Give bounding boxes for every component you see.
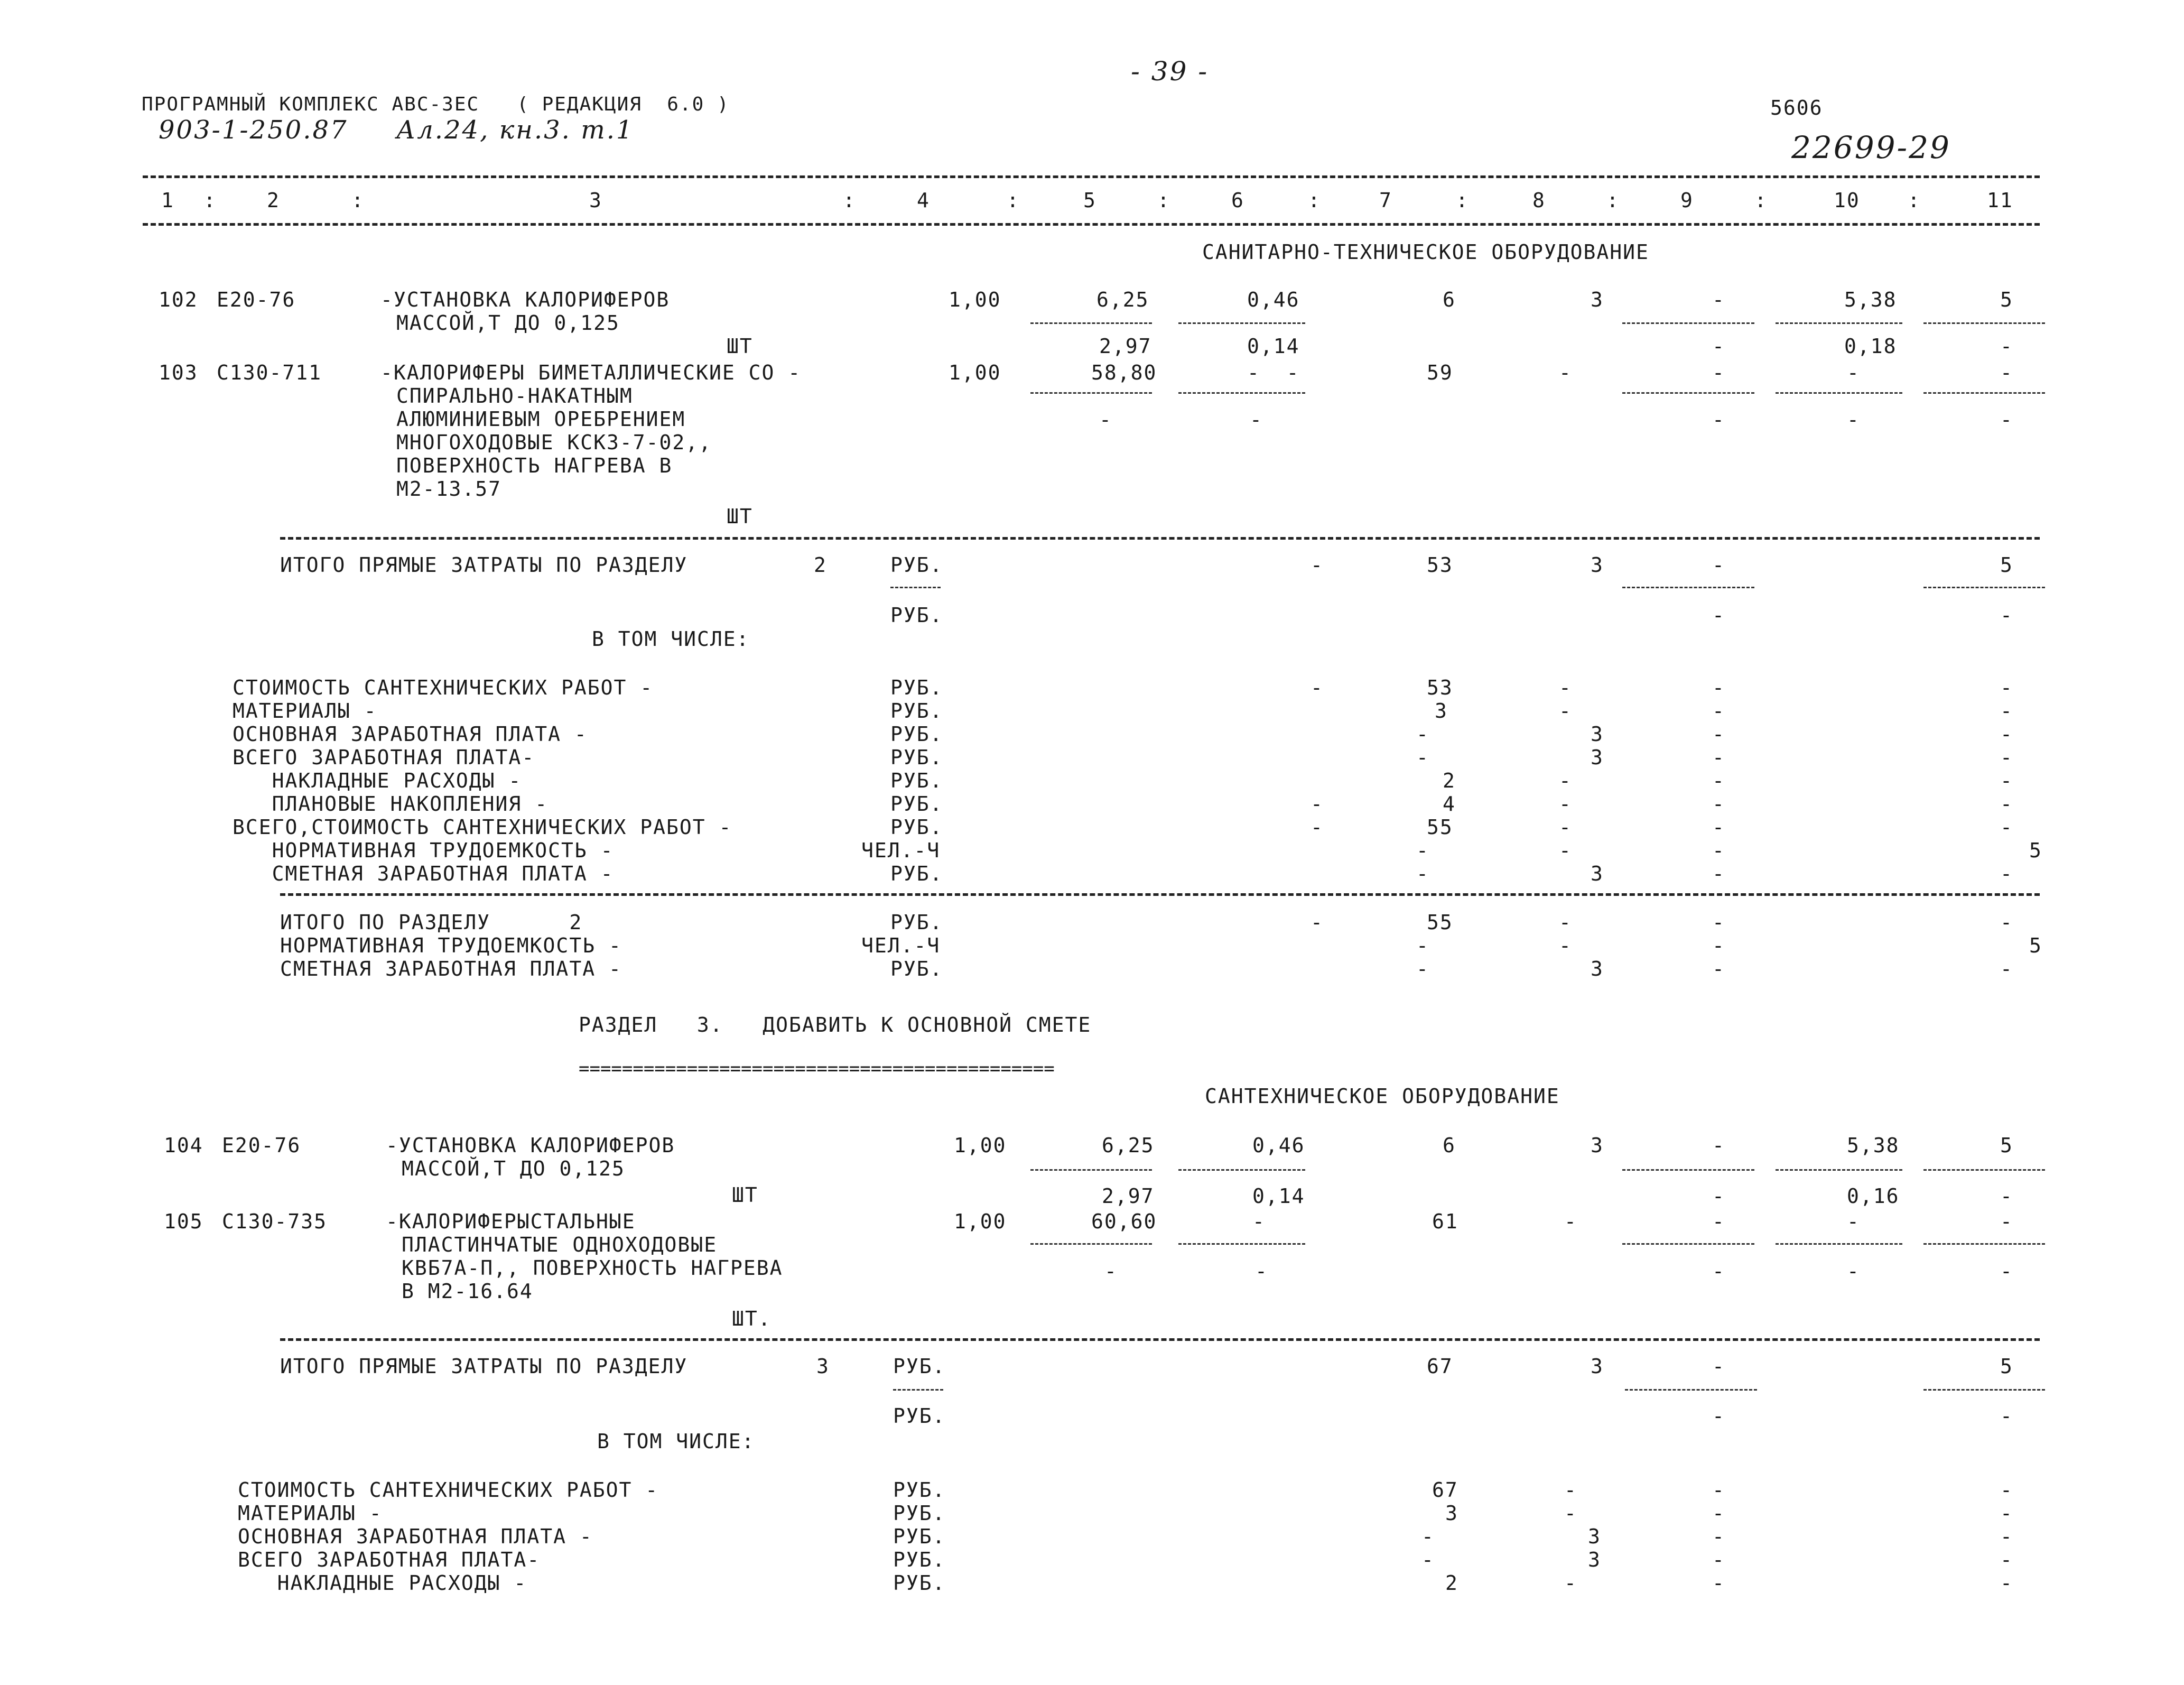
- breakdown-col11: -: [2000, 769, 2013, 792]
- total-direct-col9-sub: -: [1712, 604, 1725, 627]
- column-separators: :: [1308, 189, 1321, 212]
- item-code: Е20-76: [222, 1134, 301, 1157]
- cell-col9-sub: -: [1712, 408, 1725, 431]
- total-col6: -: [1311, 911, 1324, 934]
- breakdown-col7: -: [1421, 1525, 1435, 1548]
- breakdown-col7: -: [1416, 723, 1429, 746]
- column-separators: :: [203, 189, 217, 212]
- total-direct-col9-sub: -: [1712, 1404, 1725, 1428]
- cell-separator: [1776, 1243, 1902, 1245]
- column-header-11: 11: [1987, 189, 2013, 212]
- breakdown-label: ПЛАНОВЫЕ НАКОПЛЕНИЯ -: [233, 792, 549, 816]
- cell-col7: 6: [1443, 1134, 1456, 1157]
- cell-separator: [1622, 1243, 1754, 1245]
- total-direct-col11: 5: [2000, 1355, 2013, 1378]
- cell-separator: [1622, 392, 1754, 394]
- item-code: Е20-76: [217, 288, 296, 311]
- item-description: М2-13.57: [396, 477, 502, 501]
- breakdown-col11: -: [2000, 723, 2013, 746]
- breakdown-col11: -: [2000, 1502, 2013, 1525]
- breakdown-unit: РУБ.: [890, 862, 943, 885]
- breakdown-col11: -: [2000, 1478, 2013, 1502]
- cell-col5-sub: -: [1099, 408, 1112, 431]
- breakdown-col9: -: [1712, 676, 1725, 699]
- item-number: 105: [164, 1210, 203, 1233]
- cell-separator: [1030, 1169, 1152, 1171]
- total-direct-col11-sub: -: [2000, 604, 2013, 627]
- handwritten-reference: 903-1-250.87 Ал.24, кн.3. т.1: [159, 115, 634, 145]
- cell-col9-sub: -: [1712, 1184, 1725, 1208]
- breakdown-col8: 3: [1588, 1525, 1601, 1548]
- cell-separator: [1622, 322, 1754, 324]
- total-direct-unit: РУБ.: [893, 1355, 946, 1378]
- breakdown-col7: 55: [1427, 816, 1453, 839]
- breakdown-unit: РУБ.: [890, 723, 943, 746]
- cell-col7: 6: [1443, 288, 1456, 311]
- breakdown-label: МАТЕРИАЛЫ -: [233, 699, 377, 723]
- total-col7: -: [1416, 934, 1429, 957]
- total-col7: -: [1416, 957, 1429, 980]
- breakdown-label: ОСНОВНАЯ ЗАРАБОТНАЯ ПЛАТА -: [233, 723, 588, 746]
- breakdown-label: НАКЛАДНЫЕ РАСХОДЫ -: [238, 1571, 527, 1595]
- item-description: АЛЮМИНИЕВЫМ ОРЕБРЕНИЕМ: [396, 408, 686, 431]
- breakdown-label: МАТЕРИАЛЫ -: [238, 1502, 383, 1525]
- cell-col9: -: [1712, 1134, 1725, 1157]
- breakdown-col7: 2: [1443, 769, 1456, 792]
- heading-underline: ============================================: [579, 1058, 1055, 1079]
- item-description: СПИРАЛЬНО-НАКАТНЫМ: [396, 384, 633, 408]
- cell-col5: 6,25: [1096, 288, 1149, 311]
- header-rule-top: [143, 175, 2040, 178]
- column-separators: :: [351, 189, 365, 212]
- breakdown-col7: 67: [1432, 1478, 1458, 1502]
- section-title: САНТЕХНИЧЕСКОЕ ОБОРУДОВАНИЕ: [1205, 1085, 1560, 1108]
- cell-separator: [1178, 322, 1305, 324]
- breakdown-col7: -: [1416, 746, 1429, 769]
- breakdown-unit: РУБ.: [890, 746, 943, 769]
- breakdown-unit: РУБ.: [890, 769, 943, 792]
- column-header-3: 3: [589, 189, 602, 212]
- total-col8: -: [1559, 911, 1572, 934]
- cell-col5: 60,60: [1091, 1210, 1157, 1233]
- cell-col11-sub: -: [2000, 1260, 2013, 1283]
- cell-separator: [890, 587, 941, 588]
- column-header-8: 8: [1532, 189, 1546, 212]
- breakdown-col8: 3: [1591, 723, 1604, 746]
- total-direct-col8: 3: [1591, 553, 1604, 577]
- breakdown-label: ОСНОВНАЯ ЗАРАБОТНАЯ ПЛАТА -: [238, 1525, 593, 1548]
- item-description: МАССОЙ,Т ДО 0,125: [396, 311, 620, 335]
- breakdown-col11: -: [2000, 699, 2013, 723]
- cell-col5: 58,80: [1091, 361, 1157, 384]
- column-header-6: 6: [1231, 189, 1244, 212]
- total-direct-col11: 5: [2000, 553, 2013, 577]
- cell-separator: [1178, 1169, 1305, 1171]
- column-separators: :: [1606, 189, 1620, 212]
- breakdown-col9: -: [1712, 792, 1725, 816]
- breakdown-col7: 53: [1427, 676, 1453, 699]
- cell-col10: -: [1847, 1210, 1860, 1233]
- breakdown-col8: 3: [1588, 1548, 1601, 1571]
- section-rule: [280, 1338, 2040, 1341]
- breakdown-unit: РУБ.: [890, 792, 943, 816]
- breakdown-col8: -: [1564, 1478, 1577, 1502]
- breakdown-col8: -: [1559, 676, 1572, 699]
- breakdown-col8: -: [1564, 1502, 1577, 1525]
- item-description: -УСТАНОВКА КАЛОРИФЕРОВ: [386, 1134, 675, 1157]
- breakdown-label: ВСЕГО ЗАРАБОТНАЯ ПЛАТА-: [238, 1548, 541, 1571]
- cell-separator: [1178, 392, 1305, 394]
- cell-col7: 59: [1427, 361, 1453, 384]
- cell-col8: 3: [1591, 288, 1604, 311]
- breakdown-col7: -: [1416, 862, 1429, 885]
- cell-col11-sub: -: [2000, 408, 2013, 431]
- cell-col5-sub: 2,97: [1099, 335, 1152, 358]
- item-description: МАССОЙ,Т ДО 0,125: [402, 1157, 625, 1180]
- total-unit: РУБ.: [890, 957, 943, 980]
- total-direct-col9: -: [1712, 1355, 1725, 1378]
- total-direct-section: 2: [814, 553, 827, 577]
- item-description: -КАЛОРИФЕРЫ БИМЕТАЛЛИЧЕСКИЕ СО -: [380, 361, 802, 384]
- breakdown-unit: РУБ.: [893, 1548, 946, 1571]
- total-col7: 55: [1427, 911, 1453, 934]
- including-label: В ТОМ ЧИСЛЕ:: [597, 1430, 755, 1453]
- total-col11: -: [2000, 911, 2013, 934]
- total-direct-col8: 3: [1591, 1355, 1604, 1378]
- section-title: САНИТАРНО-ТЕХНИЧЕСКОЕ ОБОРУДОВАНИЕ: [1202, 240, 1649, 264]
- breakdown-col7: 3: [1435, 699, 1448, 723]
- total-direct-section: 3: [816, 1355, 830, 1378]
- total-direct-col9: -: [1712, 553, 1725, 577]
- header-rule-bottom: [143, 223, 2040, 226]
- total-col9: -: [1712, 911, 1725, 934]
- breakdown-col9: -: [1712, 1525, 1725, 1548]
- cell-separator: [1776, 1169, 1902, 1171]
- breakdown-unit: РУБ.: [890, 816, 943, 839]
- breakdown-col11: -: [2000, 792, 2013, 816]
- cell-col8: -: [1559, 361, 1572, 384]
- item-description: В М2-16.64: [402, 1280, 533, 1303]
- breakdown-col11: -: [2000, 746, 2013, 769]
- column-separators: :: [1908, 189, 1921, 212]
- cell-col10-sub: 0,16: [1847, 1184, 1900, 1208]
- cell-col9: -: [1712, 361, 1725, 384]
- item-number: 102: [159, 288, 198, 311]
- column-separators: :: [1456, 189, 1469, 212]
- item-description: ПЛАСТИНЧАТЫЕ ОДНОХОДОВЫЕ: [402, 1233, 718, 1256]
- cell-col9-sub: -: [1712, 335, 1725, 358]
- cell-col6: 0,46: [1252, 1134, 1305, 1157]
- breakdown-col7: -: [1421, 1548, 1435, 1571]
- cell-col6: 0,46: [1247, 288, 1300, 311]
- cell-separator: [1030, 392, 1152, 394]
- breakdown-col7: -: [1416, 839, 1429, 862]
- column-header-2: 2: [267, 189, 280, 212]
- total-col9: -: [1712, 934, 1725, 957]
- total-direct-label: ИТОГО ПРЯМЫЕ ЗАТРАТЫ ПО РАЗДЕЛУ: [280, 1355, 688, 1378]
- breakdown-unit: ЧЕЛ.-Ч: [861, 839, 941, 862]
- breakdown-col9: -: [1712, 1571, 1725, 1595]
- breakdown-col11: 5: [2029, 839, 2042, 862]
- item-unit: ШТ: [727, 335, 753, 358]
- total-direct-unit2: РУБ.: [890, 604, 943, 627]
- column-header-9: 9: [1680, 189, 1694, 212]
- cell-col11: -: [2000, 361, 2013, 384]
- cell-separator: [1923, 587, 2045, 588]
- breakdown-col11: -: [2000, 1548, 2013, 1571]
- item-quantity: 1,00: [954, 1134, 1007, 1157]
- cell-col10-sub: 0,18: [1844, 335, 1897, 358]
- total-unit: РУБ.: [890, 911, 943, 934]
- cell-col11: 5: [2000, 1134, 2013, 1157]
- cell-separator: [1923, 392, 2045, 394]
- total-label: НОРМАТИВНАЯ ТРУДОЕМКОСТЬ -: [280, 934, 622, 957]
- cell-col10: -: [1847, 361, 1860, 384]
- cell-separator: [1625, 1389, 1757, 1391]
- item-number: 104: [164, 1134, 203, 1157]
- total-unit: ЧЕЛ.-Ч: [861, 934, 941, 957]
- breakdown-col8: -: [1559, 699, 1572, 723]
- cell-separator: [1923, 1389, 2045, 1391]
- total-direct-col11-sub: -: [2000, 1404, 2013, 1428]
- cell-col11: 5: [2000, 288, 2013, 311]
- breakdown-col9: -: [1712, 1478, 1725, 1502]
- cell-col6-sub: -: [1255, 1260, 1268, 1283]
- cell-separator: [1923, 1169, 2045, 1171]
- breakdown-col6: -: [1311, 676, 1324, 699]
- cell-col6-sub: 0,14: [1247, 335, 1300, 358]
- including-label: В ТОМ ЧИСЛЕ:: [592, 627, 750, 651]
- breakdown-unit: РУБ.: [890, 676, 943, 699]
- breakdown-unit: РУБ.: [893, 1502, 946, 1525]
- cell-separator: [1622, 587, 1754, 588]
- total-label: СМЕТНАЯ ЗАРАБОТНАЯ ПЛАТА -: [280, 957, 622, 980]
- cell-col9: -: [1712, 1210, 1725, 1233]
- cell-separator: [1030, 322, 1152, 324]
- column-header-5: 5: [1083, 189, 1096, 212]
- section-rule: [280, 537, 2040, 540]
- breakdown-unit: РУБ.: [893, 1525, 946, 1548]
- document-code: 5606: [1770, 96, 1823, 119]
- cell-col10: 5,38: [1844, 288, 1897, 311]
- total-col11: 5: [2029, 934, 2042, 957]
- column-header-1: 1: [161, 189, 174, 212]
- breakdown-col9: -: [1712, 746, 1725, 769]
- cell-col11: -: [2000, 1210, 2013, 1233]
- cell-col10: 5,38: [1847, 1134, 1900, 1157]
- column-header-7: 7: [1379, 189, 1392, 212]
- breakdown-col9: -: [1712, 816, 1725, 839]
- cell-col9-sub: -: [1712, 1260, 1725, 1283]
- section-heading: РАЗДЕЛ 3. ДОБАВИТЬ К ОСНОВНОЙ СМЕТЕ: [579, 1013, 1092, 1036]
- breakdown-col8: -: [1559, 769, 1572, 792]
- breakdown-col6: -: [1311, 816, 1324, 839]
- breakdown-col11: -: [2000, 816, 2013, 839]
- item-description: ПОВЕРХНОСТЬ НАГРЕВА В: [396, 454, 673, 477]
- cell-col8: 3: [1591, 1134, 1604, 1157]
- cell-col9: -: [1712, 288, 1725, 311]
- cell-col8: -: [1564, 1210, 1577, 1233]
- breakdown-label: СТОИМОСТЬ САНТЕХНИЧЕСКИХ РАБОТ -: [238, 1478, 659, 1502]
- cell-col6-sub: -: [1250, 408, 1263, 431]
- cell-col6: - -: [1247, 361, 1300, 384]
- breakdown-unit: РУБ.: [893, 1478, 946, 1502]
- breakdown-col8: -: [1559, 816, 1572, 839]
- cell-col11-sub: -: [2000, 1184, 2013, 1208]
- total-direct-unit2: РУБ.: [893, 1404, 946, 1428]
- cell-col5-sub: -: [1104, 1260, 1118, 1283]
- item-unit: ШТ.: [732, 1307, 772, 1330]
- document-number: 22699-29: [1791, 129, 1951, 165]
- breakdown-col8: 3: [1591, 862, 1604, 885]
- breakdown-col9: -: [1712, 769, 1725, 792]
- cell-col5: 6,25: [1102, 1134, 1155, 1157]
- total-direct-col6: -: [1311, 553, 1324, 577]
- cell-col7: 61: [1432, 1210, 1458, 1233]
- cell-separator: [1923, 322, 2045, 324]
- breakdown-col11: -: [2000, 862, 2013, 885]
- page-number: - 39 -: [1131, 56, 1209, 87]
- cell-separator: [1776, 322, 1902, 324]
- breakdown-col9: -: [1712, 699, 1725, 723]
- section-rule: [280, 893, 2040, 896]
- breakdown-col8: 3: [1591, 746, 1604, 769]
- item-description: МНОГОХОДОВЫЕ КСК3-7-02,,: [396, 431, 712, 454]
- breakdown-col8: -: [1559, 839, 1572, 862]
- item-description: КВБ7А-П,, ПОВЕРХНОСТЬ НАГРЕВА: [402, 1256, 783, 1280]
- breakdown-col9: -: [1712, 723, 1725, 746]
- cell-col6: -: [1252, 1210, 1266, 1233]
- breakdown-col8: -: [1564, 1571, 1577, 1595]
- column-separators: :: [1157, 189, 1170, 212]
- total-col11: -: [2000, 957, 2013, 980]
- item-code: С130-711: [217, 361, 322, 384]
- column-header-4: 4: [917, 189, 930, 212]
- total-direct-col7: 67: [1427, 1355, 1453, 1378]
- item-unit: ШТ: [732, 1183, 758, 1207]
- cell-col10-sub: -: [1847, 408, 1860, 431]
- breakdown-col11: -: [2000, 676, 2013, 699]
- cell-col5-sub: 2,97: [1102, 1184, 1155, 1208]
- column-header-10: 10: [1834, 189, 1860, 212]
- total-col8: 3: [1591, 957, 1604, 980]
- column-separators: :: [1754, 189, 1768, 212]
- cell-separator: [1030, 1243, 1152, 1245]
- cell-separator: [893, 1389, 943, 1391]
- column-separators: :: [843, 189, 856, 212]
- item-description: -КАЛОРИФЕРЫСТАЛЬНЫЕ: [386, 1210, 636, 1233]
- breakdown-col9: -: [1712, 862, 1725, 885]
- total-direct-label: ИТОГО ПРЯМЫЕ ЗАТРАТЫ ПО РАЗДЕЛУ: [280, 553, 688, 577]
- program-title: ПРОГРАМНЫЙ КОМПЛЕКС АВС-ЗЕС ( РЕДАКЦИЯ 6.0 ): [142, 94, 730, 115]
- item-description: -УСТАНОВКА КАЛОРИФЕРОВ: [380, 288, 670, 311]
- breakdown-col9: -: [1712, 1502, 1725, 1525]
- breakdown-col7: 3: [1445, 1502, 1458, 1525]
- total-direct-unit: РУБ.: [890, 553, 943, 577]
- breakdown-label: НОРМАТИВНАЯ ТРУДОЕМКОСТЬ -: [233, 839, 614, 862]
- breakdown-unit: РУБ.: [890, 699, 943, 723]
- total-label: ИТОГО ПО РАЗДЕЛУ 2: [280, 911, 583, 934]
- total-direct-col7: 53: [1427, 553, 1453, 577]
- cell-col6-sub: 0,14: [1252, 1184, 1305, 1208]
- cell-separator: [1622, 1169, 1754, 1171]
- breakdown-label: СМЕТНАЯ ЗАРАБОТНАЯ ПЛАТА -: [233, 862, 614, 885]
- item-number: 103: [159, 361, 198, 384]
- breakdown-col9: -: [1712, 1548, 1725, 1571]
- breakdown-unit: РУБ.: [893, 1571, 946, 1595]
- breakdown-col9: -: [1712, 839, 1725, 862]
- item-quantity: 1,00: [954, 1210, 1007, 1233]
- item-unit: ШТ: [727, 505, 753, 528]
- cell-separator: [1178, 1243, 1305, 1245]
- breakdown-col7: 4: [1443, 792, 1456, 816]
- column-separators: :: [1007, 189, 1020, 212]
- item-quantity: 1,00: [949, 361, 1001, 384]
- breakdown-col11: -: [2000, 1525, 2013, 1548]
- breakdown-col6: -: [1311, 792, 1324, 816]
- cell-separator: [1776, 392, 1902, 394]
- cell-col10-sub: -: [1847, 1260, 1860, 1283]
- breakdown-label: СТОИМОСТЬ САНТЕХНИЧЕСКИХ РАБОТ -: [233, 676, 654, 699]
- item-quantity: 1,00: [949, 288, 1001, 311]
- cell-col11-sub: -: [2000, 335, 2013, 358]
- cell-separator: [1923, 1243, 2045, 1245]
- item-code: С130-735: [222, 1210, 328, 1233]
- breakdown-col7: 2: [1445, 1571, 1458, 1595]
- total-col9: -: [1712, 957, 1725, 980]
- breakdown-label: ВСЕГО ЗАРАБОТНАЯ ПЛАТА-: [233, 746, 535, 769]
- breakdown-label: ВСЕГО,СТОИМОСТЬ САНТЕХНИЧЕСКИХ РАБОТ -: [233, 816, 732, 839]
- breakdown-col11: -: [2000, 1571, 2013, 1595]
- breakdown-col8: -: [1559, 792, 1572, 816]
- total-col8: -: [1559, 934, 1572, 957]
- breakdown-label: НАКЛАДНЫЕ РАСХОДЫ -: [233, 769, 522, 792]
